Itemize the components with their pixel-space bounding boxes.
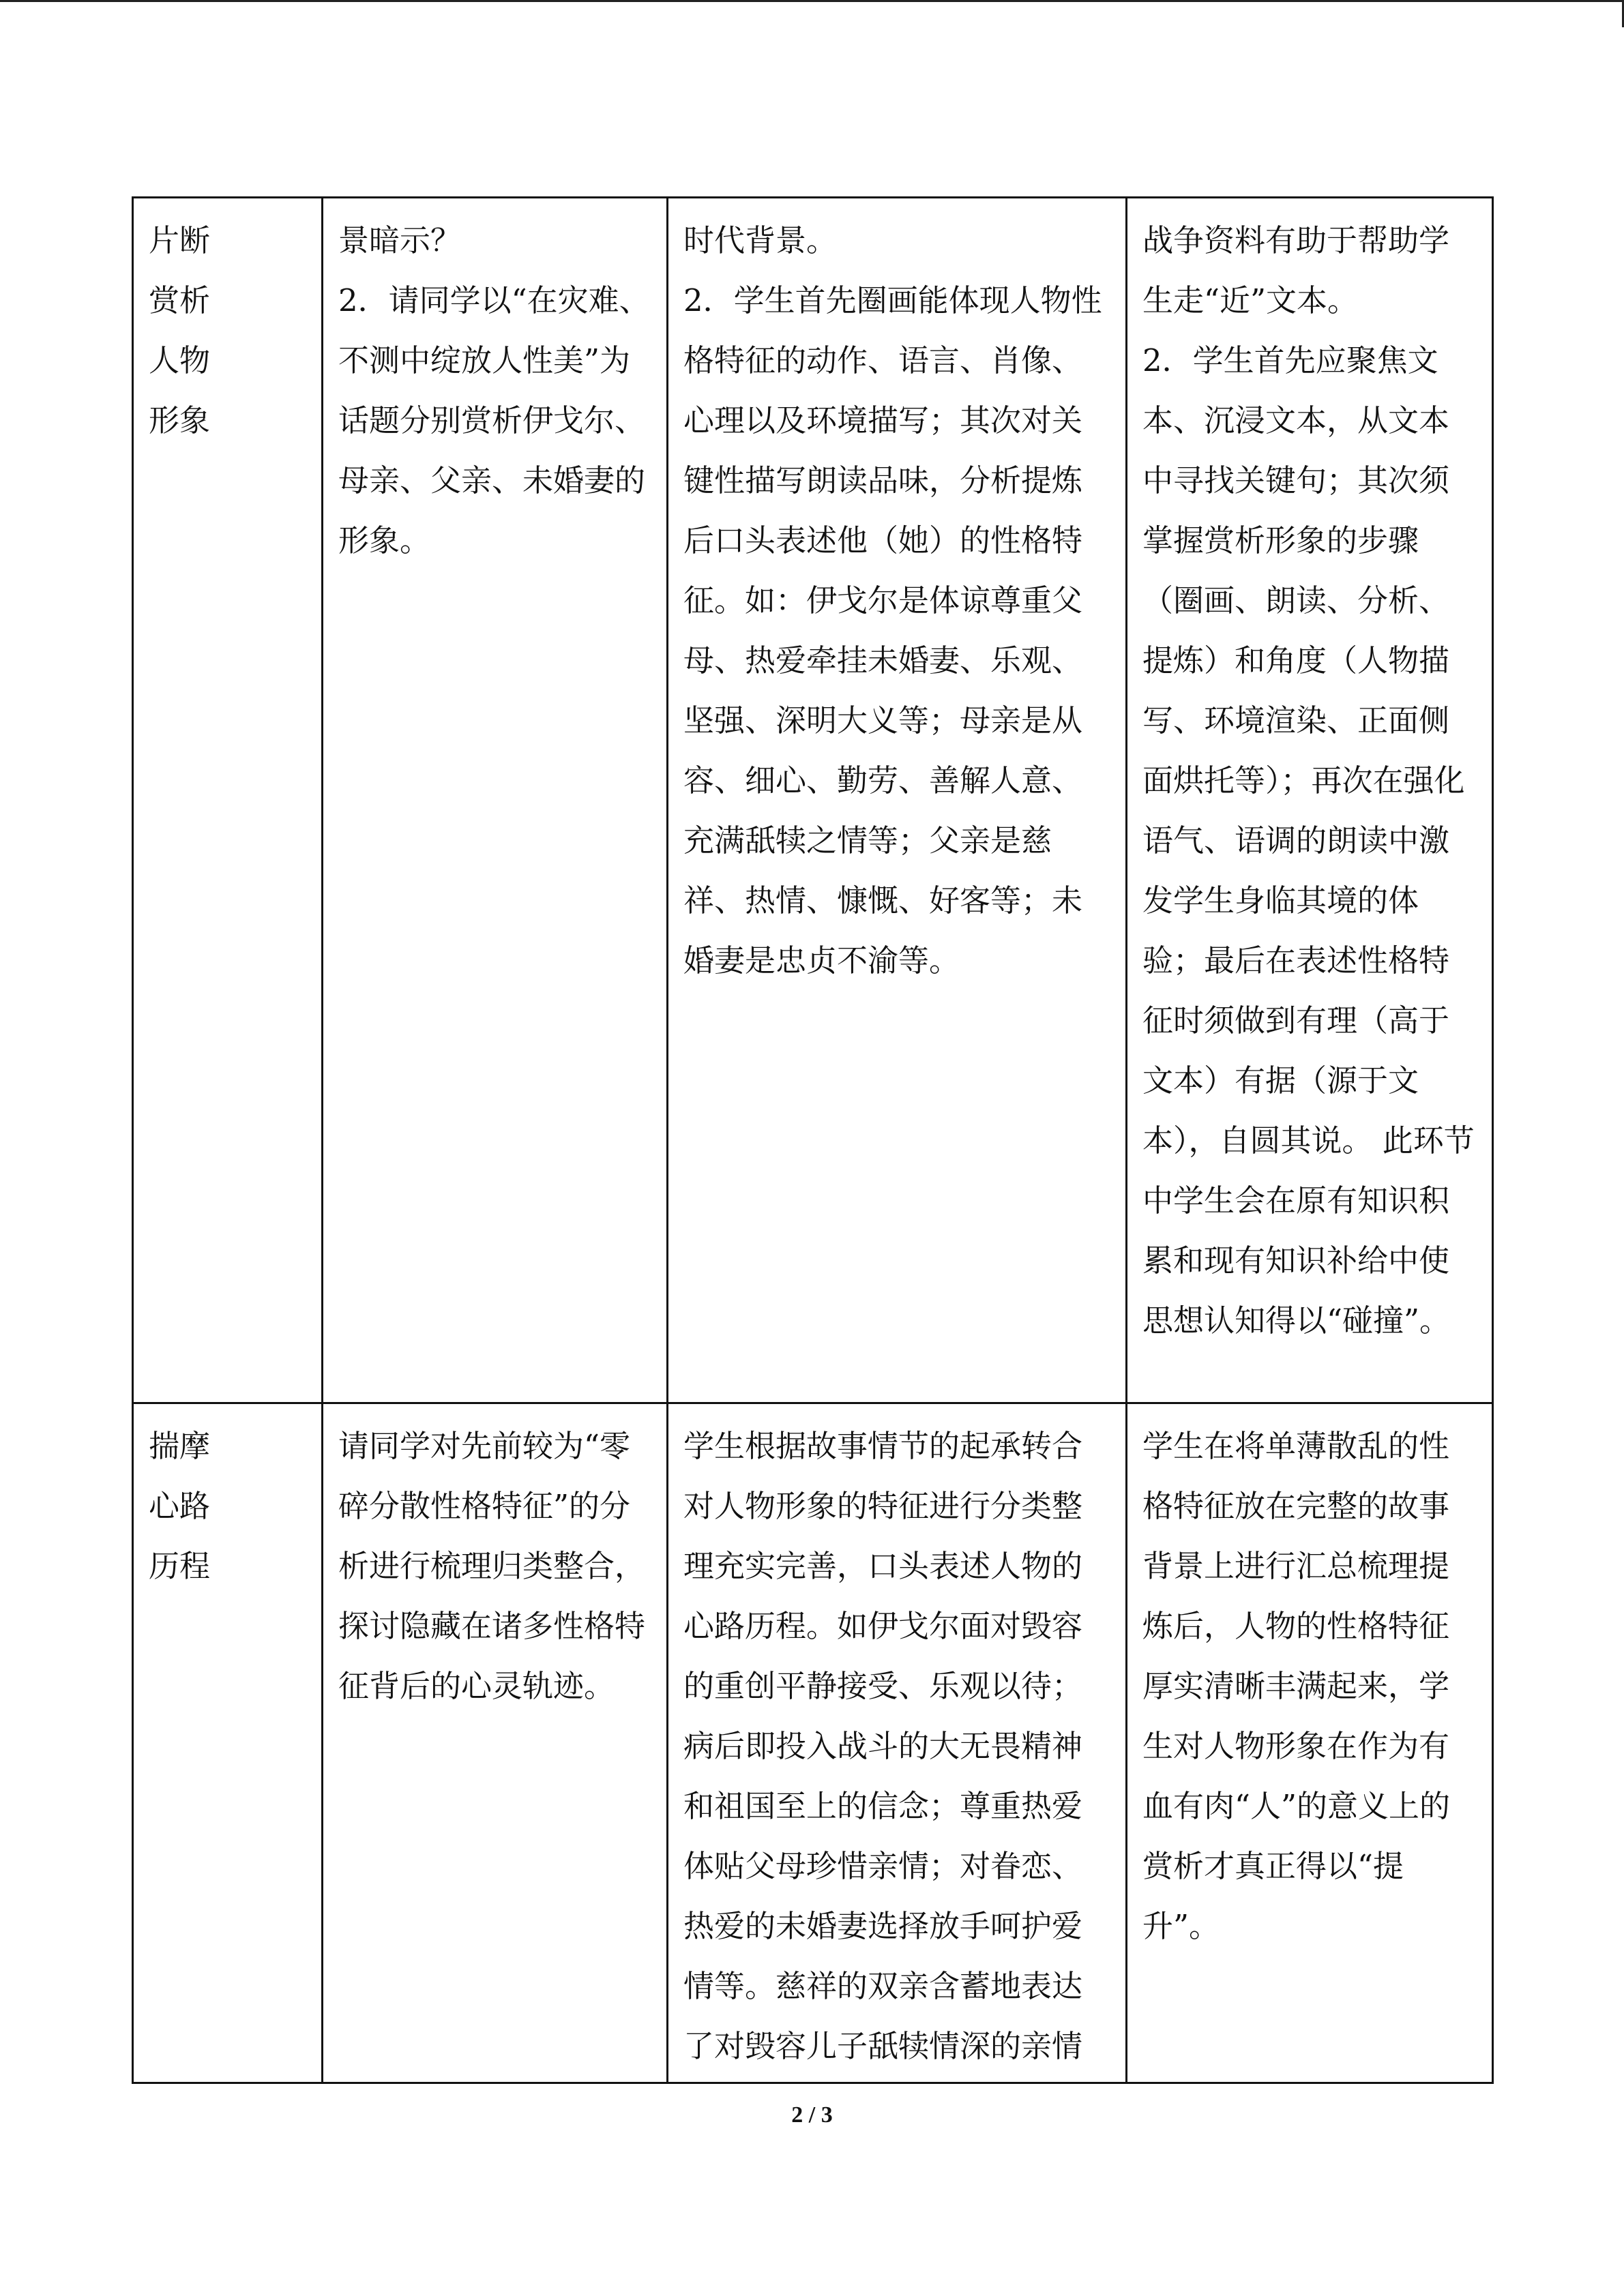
- stage-label: 揣摩 心路 历程: [149, 1428, 211, 1584]
- design-intent-text: 战争资料有助于帮助学生走“近”文本。 2．学生首先应聚焦文本、沉浸文本，从文本中寻找关键句；其次须掌握赏析形象的步骤（圈画、朗读、分析、提炼）和角度（人物描写、环境渲染、正面侧面烘托等）；再次在强化语气、语调的朗读中激发学生身临其境的体验；最后在表述性格特征时须做到有理（高于文本）有据（源于文本），自圆其说。 此环节中学生会在原有知识积累和现有知识补给中使思想认知得以“碰撞”。: [1142, 222, 1475, 1339]
- lesson-plan-table: [132, 196, 1494, 2084]
- student-activity-text: 时代背景。 2．学生首先圈画能体现人物性格特征的动作、语言、肖像、心理以及环境描写；其次对关键性描写朗读品味，分析提炼后口头表述他（她）的性格特征。如：伊戈尔是体谅尊重父母、热爱牵挂未婚妻、乐观、坚强、深明大义等；母亲是从容、细心、勤劳、善解人意、充满舐犊之情等；父亲是慈祥、热情、慷慨、好客等；未婚妻是忠贞不渝等。: [683, 222, 1102, 979]
- page-number: 2 / 3: [791, 2102, 833, 2128]
- teacher-activity-text: 请同学对先前较为“零碎分散性格特征”的分析进行梳理归类整合，探讨隐藏在诸多性格特征背后的心灵轨迹。: [338, 1428, 646, 1704]
- student-activity-cell: [668, 1403, 1127, 2083]
- page-top-border: [0, 0, 1624, 2]
- design-intent-cell: [1127, 1403, 1493, 2083]
- teacher-activity-cell: [323, 198, 668, 1403]
- table-row: [133, 198, 1493, 1403]
- stage-cell: [133, 1403, 323, 2083]
- teacher-activity-text: 景暗示？ 2．请同学以“在灾难、不测中绽放人性美”为话题分别赏析伊戈尔、母亲、父亲、未婚妻的形象。: [338, 222, 650, 558]
- stage-cell: [133, 198, 323, 1403]
- teacher-activity-cell: [323, 1403, 668, 2083]
- stage-label: 片断 赏析 人物 形象: [149, 222, 211, 438]
- design-intent-text: 学生在将单薄散乱的性格特征放在完整的故事背景上进行汇总梳理提炼后，人物的性格特征厚实清晰丰满起来，学生对人物形象在作为有血有肉“人”的意义上的赏析才真正得以“提升”。: [1142, 1428, 1451, 1944]
- student-activity-text: 学生根据故事情节的起承转合对人物形象的特征进行分类整理充实完善，口头表述人物的心路历程。如伊戈尔面对毁容的重创平静接受、乐观以待；病后即投入战斗的大无畏精神和祖国至上的信念；尊重热爱体贴父母珍惜亲情；对眷恋、热爱的未婚妻选择放手呵护爱情等。慈祥的双亲含蓄地表达了对毁容儿子舐犊情深的亲情: [683, 1428, 1083, 2064]
- student-activity-cell: [668, 198, 1127, 1403]
- design-intent-cell: [1127, 198, 1493, 1403]
- table-row: [133, 1403, 1493, 2083]
